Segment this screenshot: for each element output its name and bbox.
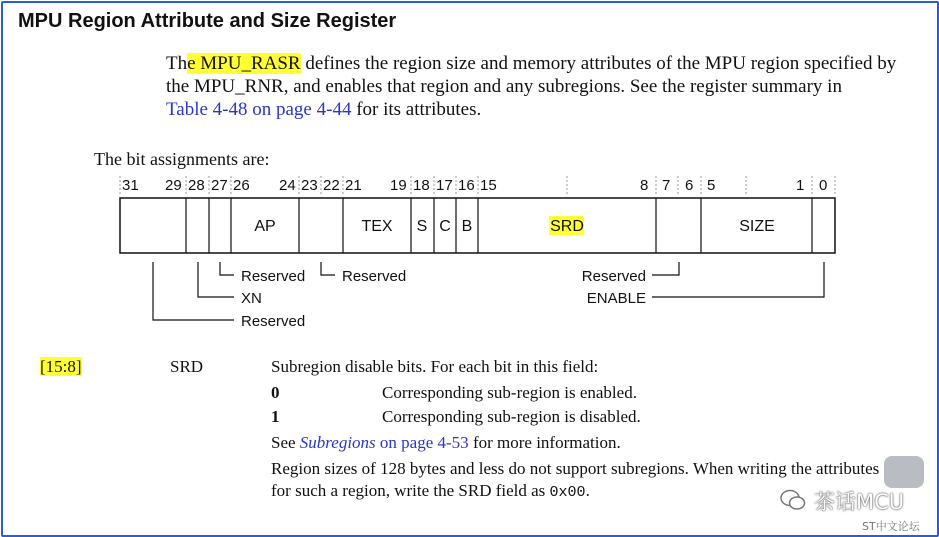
bit-label-31: 31 xyxy=(122,177,139,194)
srd-value-code: 0x00 xyxy=(549,484,586,501)
intro-paragraph: The MPU_RASR defines the region size and memory attributes of the MPU region specified by the MPU_RNR, and enables that region and any subregions. See the register summary in Table 4-48 on page 4-44 for its attributes. xyxy=(166,53,897,120)
highlighted-register-name: e MPU_RASR xyxy=(187,53,301,74)
field-s: S xyxy=(416,218,428,235)
bit-label-24: 24 xyxy=(279,177,296,194)
field-name: SRD xyxy=(170,357,204,376)
watermark xyxy=(764,454,936,534)
value-1-bit: 1 xyxy=(271,407,280,426)
field-c: C xyxy=(439,218,451,235)
bit-label-28: 28 xyxy=(188,177,205,194)
wechat-icon xyxy=(780,488,806,512)
bit-label-23: 23 xyxy=(301,177,318,194)
bit-label-27: 27 xyxy=(211,177,228,194)
bit-label-15: 15 xyxy=(480,177,497,194)
watermark-sub: ST中文论坛 xyxy=(862,520,920,533)
field-b: B xyxy=(461,218,473,235)
bit-label-16: 16 xyxy=(458,177,475,194)
value-0-meaning: Corresponding sub-region is enabled. xyxy=(382,383,637,402)
bit-label-0: 0 xyxy=(819,177,828,194)
chat-bubble-icon xyxy=(884,456,924,488)
bit-label-7: 7 xyxy=(662,177,671,194)
field-size: SIZE xyxy=(739,218,775,235)
bit-label-17: 17 xyxy=(436,177,453,194)
see-also: See Subregions on page 4-53 for more information. xyxy=(271,433,621,452)
subregions-link-title[interactable]: Subregions xyxy=(299,433,376,452)
bit-label-8: 8 xyxy=(640,177,649,194)
callout-reserved-31-29: Reserved xyxy=(241,313,306,330)
callout-enable: ENABLE xyxy=(586,290,646,307)
subregions-link-page[interactable]: on page 4-53 xyxy=(375,433,469,452)
bit-label-6: 6 xyxy=(685,177,694,194)
bit-label-19: 19 xyxy=(390,177,407,194)
callout-reserved-23-22: Reserved xyxy=(342,268,407,285)
description-summary: Subregion disable bits. For each bit in this field: xyxy=(271,357,599,376)
value-1-meaning: Corresponding sub-region is disabled. xyxy=(382,407,641,426)
callout-xn: XN xyxy=(241,290,262,307)
note-line-1: Region sizes of 128 bytes and less do not support subregions. When writing the attributes xyxy=(271,459,880,478)
note-line-2: for such a region, write the SRD field as 0x00. xyxy=(271,481,590,501)
field-srd: SRD xyxy=(550,218,584,235)
callout-reserved-7-6: Reserved xyxy=(581,268,646,285)
bit-label-29: 29 xyxy=(165,177,182,194)
field-tex: TEX xyxy=(361,218,393,235)
callout-reserved-27-26: Reserved xyxy=(241,268,306,285)
bit-assignments-heading: The bit assignments are: xyxy=(94,149,270,169)
bit-label-5: 5 xyxy=(707,177,716,194)
page-title: MPU Region Attribute and Size Register xyxy=(18,10,397,32)
field-bits: [15:8] xyxy=(40,357,82,376)
bit-label-26: 26 xyxy=(233,177,250,194)
value-0-bit: 0 xyxy=(271,383,280,402)
bit-label-22: 22 xyxy=(323,177,340,194)
bit-label-21: 21 xyxy=(345,177,362,194)
field-ap: AP xyxy=(254,218,276,235)
bit-label-18: 18 xyxy=(413,177,430,194)
bit-label-1: 1 xyxy=(796,177,805,194)
register-summary-link[interactable]: Table 4-48 on page 4-44 xyxy=(166,99,352,120)
watermark-brand: 茶话MCU xyxy=(814,490,905,514)
